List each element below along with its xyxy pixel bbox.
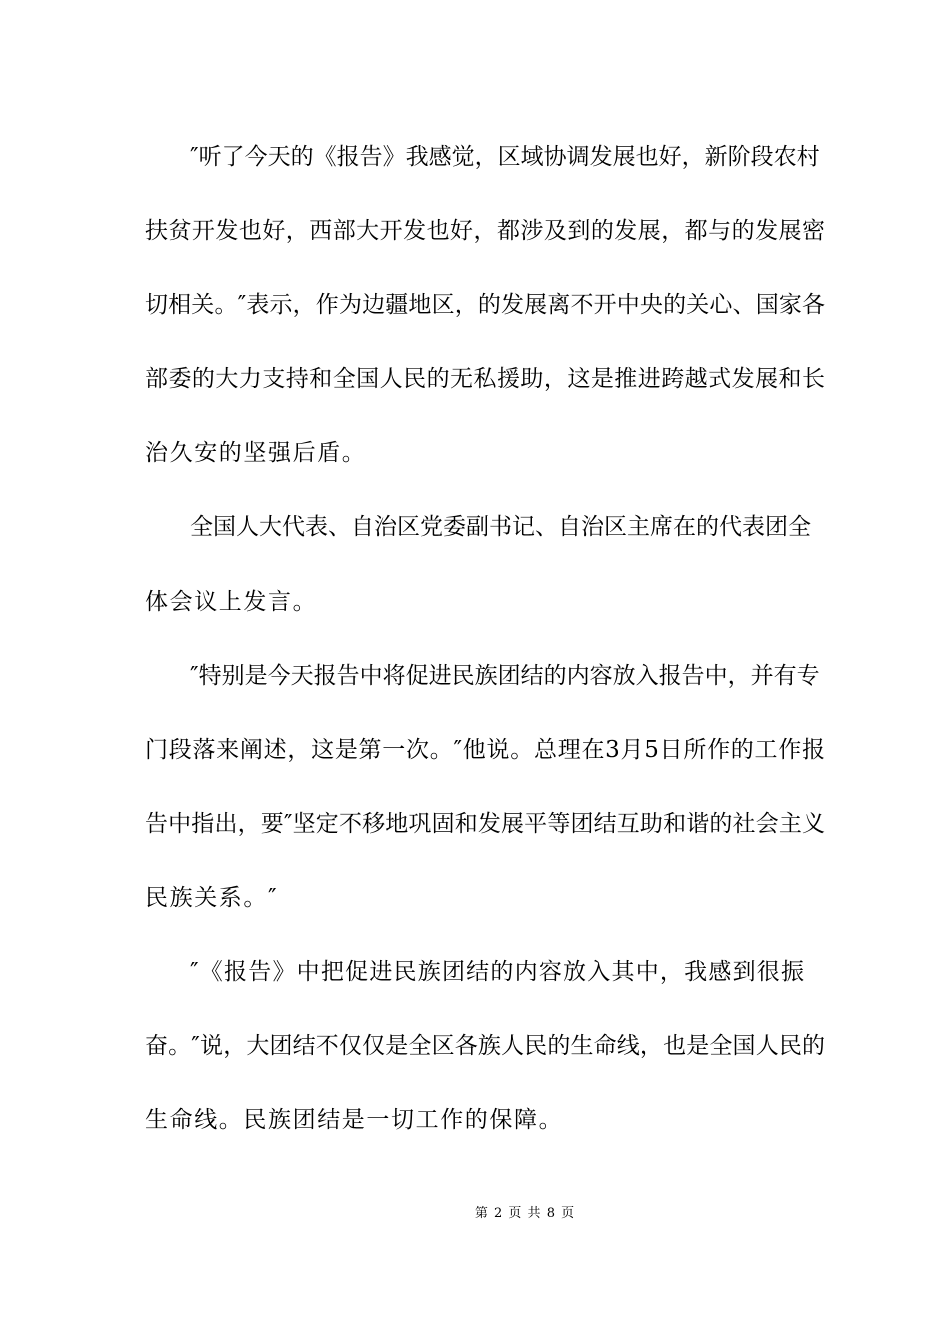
paragraph-line: 告中指出，要″坚定不移地巩固和发展平等团结互助和谐的社会主义 [145,811,825,837]
paragraph-line: 奋。″说，大团结不仅仅是全区各族人民的生命线，也是全国人民的 [145,1033,825,1059]
paragraph-line: ″《报告》中把促进民族团结的内容放入其中，我感到很振 [190,959,804,985]
paragraph-line: 治久安的坚强后盾。 [145,440,367,466]
paragraph-line: 扶贫开发也好，西部大开发也好，都涉及到的发展，都与的发展密 [145,218,825,244]
page-footer [0,1206,950,1222]
page-number: 第 2 页 共 8 页 [474,1206,576,1221]
paragraph-line: 全国人大代表、自治区党委副书记、自治区主席在的代表团全 [190,514,811,540]
paragraph-line: 切相关。″表示，作为边疆地区，的发展离不开中央的关心、国家各 [145,292,825,318]
paragraph-line: ″听了今天的《报告》我感觉，区域协调发展也好，新阶段农村 [190,144,820,170]
paragraph-line: 生命线。民族团结是一切工作的保障。 [145,1107,564,1133]
paragraph-line: ″特别是今天报告中将促进民族团结的内容放入报告中，并有专 [190,663,820,689]
paragraph-line: 部委的大力支持和全国人民的无私援助，这是推进跨越式发展和长 [145,366,825,392]
paragraph-line: 体会议上发言。 [145,589,318,615]
paragraph-line: 民族关系。″ [145,885,279,911]
paragraph-line: 门段落来阐述，这是第一次。″他说。总理在3月5日所作的工作报 [145,737,825,763]
